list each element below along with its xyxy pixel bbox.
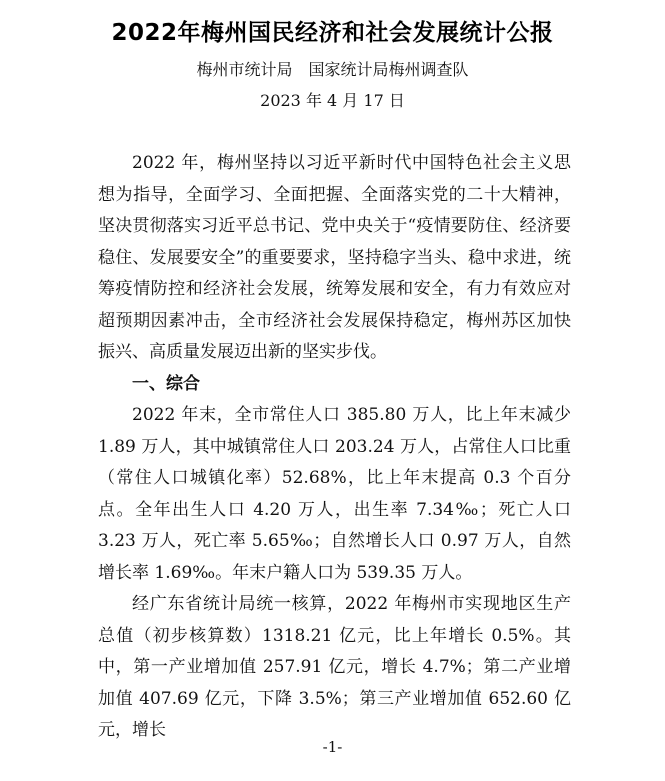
document-body bbox=[98, 148, 571, 747]
issuing-agencies: 梅州市统计局 国家统计局梅州调查队 bbox=[196, 60, 469, 79]
intro-paragraph: 2022 年，梅州坚持以习近平新时代中国特色社会主义思想为指导，全面学习、全面把握、全面落实党的二十大精神，坚决贯彻落实习近平总书记、党中央关于“疫情要防住、经济要稳住、发展要安全”的重要要求，坚持稳字当头、稳中求进，统筹疫情防控和经济社会发展，统筹发展和安全，有力有效应对超预期因素冲击，全市经济社会发展保持稳定，梅州苏区加快振兴、高质量发展迈出新的坚实步伐。 bbox=[98, 153, 571, 362]
gdp-paragraph: 经广东省统计局统一核算，2022 年梅州市实现地区生产总值（初步核算数）1318.21 亿元，比上年增长 0.5%。其中，第一产业增加值 257.91 亿元，增长 4.7%；第二产业增加值 407.69 亿元，下降 3.5%；第三产业增加值 652.60 亿元，增长 bbox=[98, 594, 571, 740]
document-title: 2022年梅州国民经济和社会发展统计公报 bbox=[111, 20, 554, 46]
population-paragraph: 2022 年末，全市常住人口 385.80 万人，比上年末减少 1.89 万人，其中城镇常住人口 203.24 万人，占常住人口比重（常住人口城镇化率）52.68%，比上年末提高 0.3 个百分点。全年出生人口 4.20 万人，出生率 7.34‰；死亡人口 3.23 万人，死亡率 5.65‰；自然增长人口 0.97 万人，自然增长率 1.69‰。年末户籍人口为 539.35 万人。 bbox=[98, 405, 571, 583]
page-number: -1- bbox=[322, 738, 343, 756]
section-heading: 一、综合 bbox=[132, 373, 200, 394]
publication-date: 2023 年 4 月 17 日 bbox=[260, 91, 405, 110]
